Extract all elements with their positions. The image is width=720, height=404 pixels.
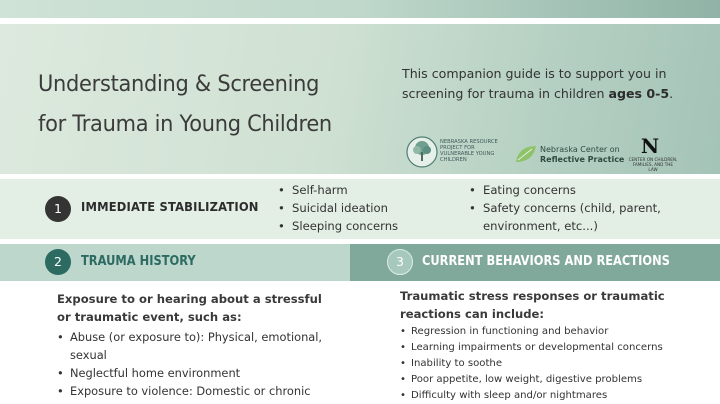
- reflective-line-1: Nebraska Center on: [540, 145, 620, 154]
- reflective-line-2: Reflective Practice: [540, 154, 625, 164]
- partner-logos: [406, 136, 706, 172]
- list-item: • Regression in functioning and behavior: [400, 324, 710, 340]
- list-item: • Sleeping concerns: [278, 217, 458, 235]
- list-item: • Inability to soothe: [400, 356, 710, 372]
- section-3-label: CURRENT BEHAVIORS AND REACTIONS: [422, 254, 670, 269]
- intro-age-range: ages 0-5: [608, 86, 670, 101]
- list-item: • Poor appetite, low weight, digestive problems: [400, 372, 710, 388]
- nebraska-resource-project-logo-text: NEBRASKA RESOURCE PROJECT FOR VULNERABLE YOUNG CHILDREN: [440, 139, 498, 163]
- tree-logo-icon: [406, 136, 438, 168]
- section-2-label: TRAUMA HISTORY: [81, 254, 196, 269]
- unl-logo-text: CENTER ON CHILDREN, FAMILIES, AND THE LAW: [628, 157, 678, 172]
- stabilization-list-2: [469, 181, 719, 235]
- behaviors-list: [400, 324, 710, 404]
- list-item: • Neglectful home environment: [57, 364, 347, 382]
- list-item: • Abuse (or exposure to): Physical, emotional, sexual: [57, 328, 347, 364]
- section-1-number: 1: [45, 196, 71, 222]
- list-item: • Difficulty with sleep and/or nightmares: [400, 388, 710, 404]
- title-line-1: Understanding & Screening: [38, 71, 320, 97]
- section-3-number: 3: [387, 249, 413, 275]
- list-item: • Eating concerns: [469, 181, 719, 199]
- trauma-history-lead: Exposure to or hearing about a stressful or traumatic event, such as:: [57, 292, 322, 324]
- intro-prefix: This companion guide is to support you in screening for trauma in children: [402, 66, 667, 101]
- trauma-history-list: [57, 328, 347, 400]
- page-title: [38, 64, 359, 144]
- list-item: • Suicidal ideation: [278, 199, 458, 217]
- reflective-practice-logo-text: [540, 145, 630, 164]
- title-line-2: for Trauma in Young Children: [38, 111, 332, 137]
- header-panel: [0, 24, 720, 174]
- intro-suffix: .: [669, 86, 674, 101]
- section-1-label: IMMEDIATE STABILIZATION: [81, 200, 259, 215]
- list-item: • Exposure to violence: Domestic or chronic: [57, 382, 347, 400]
- leaf-logo-icon: [514, 144, 538, 164]
- stabilization-list-1: [278, 181, 458, 235]
- behaviors-lead: Traumatic stress responses or traumatic reactions can include:: [400, 289, 665, 321]
- intro-text: [402, 64, 702, 104]
- list-item: • Self-harm: [278, 181, 458, 199]
- section-2-number: 2: [45, 249, 71, 275]
- list-item: • Safety concerns (child, parent, environment, etc...): [469, 199, 719, 235]
- unl-n-logo-icon: N: [640, 134, 660, 158]
- list-item: • Learning impairments or developmental concerns: [400, 340, 710, 356]
- top-banner-strip: [0, 0, 720, 18]
